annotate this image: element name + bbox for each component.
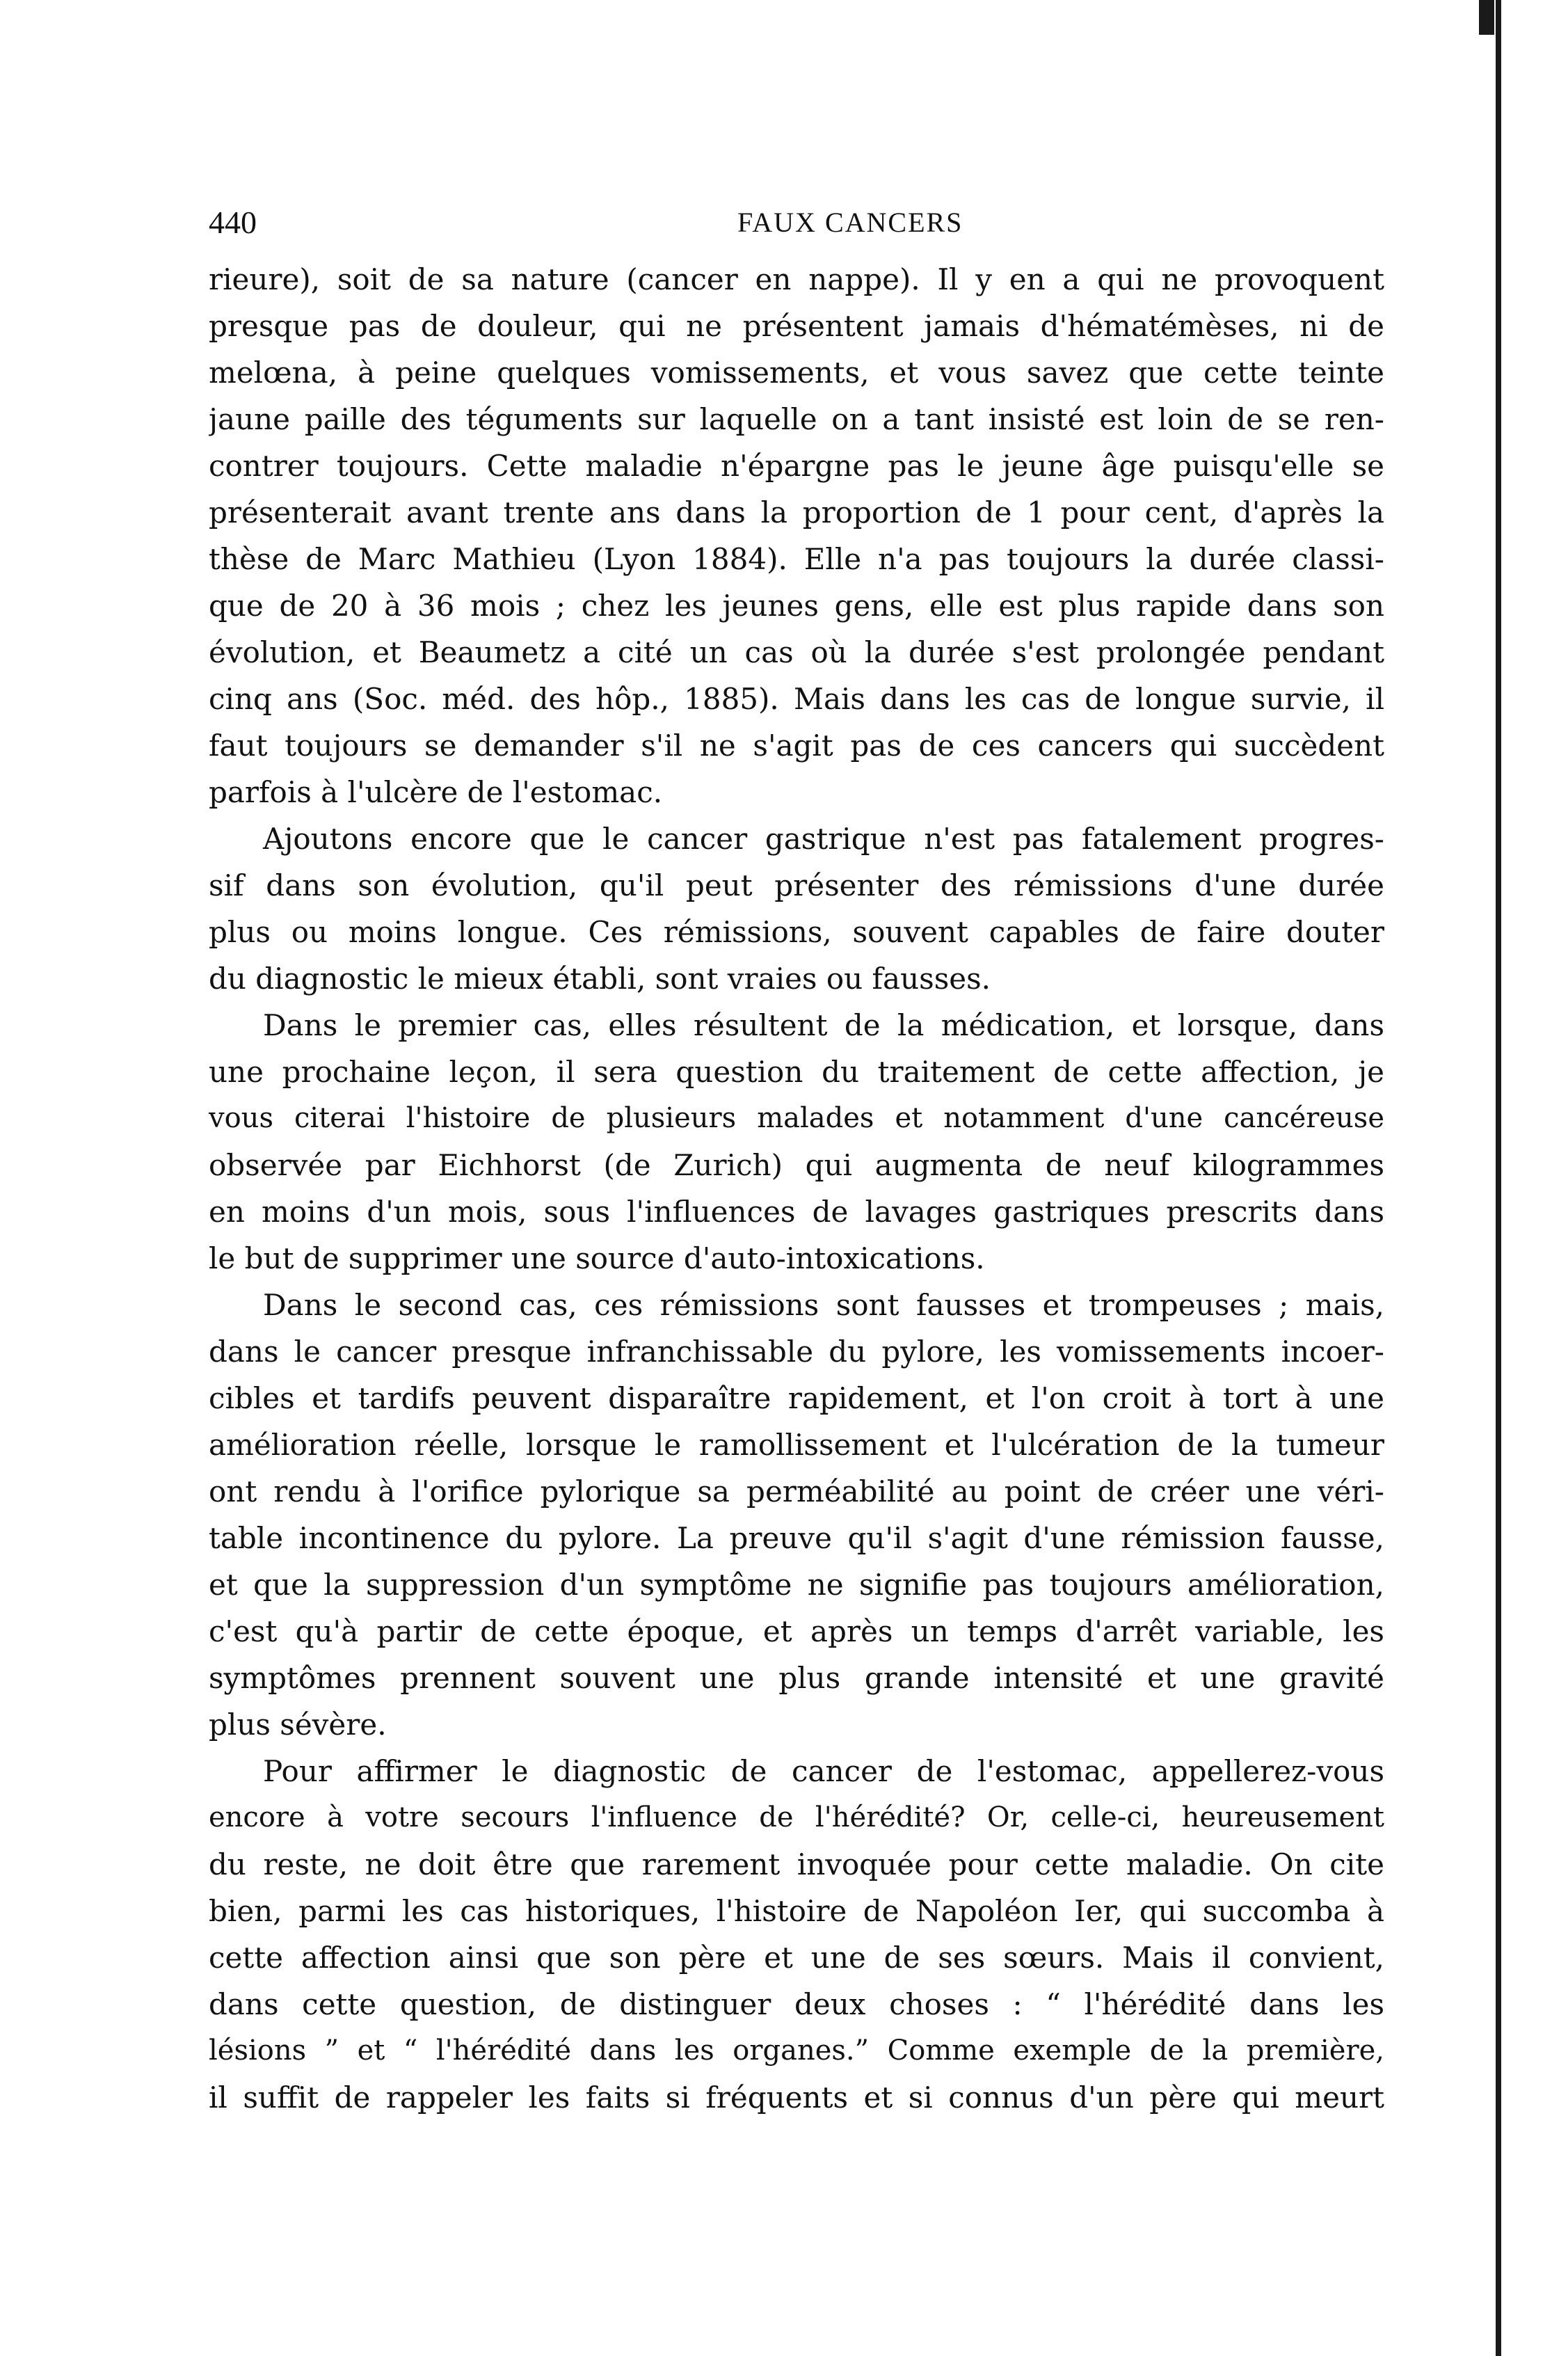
text-line: amélioration réelle, lorsque le ramollissement et l'ulcération de la tumeur: [209, 1428, 1384, 1462]
page-number: 440: [209, 205, 257, 240]
text-line: bien, parmi les cas historiques, l'histoire de Napoléon Ier, qui succomba à: [209, 1894, 1384, 1928]
text-line: sif dans son évolution, qu'il peut présenter des rémissions d'une durée: [209, 868, 1384, 902]
text-line: dans cette question, de distinguer deux choses : “ l'hérédité dans les: [209, 1987, 1384, 2021]
text-line: une prochaine leçon, il sera question du traitement de cette affection, je: [209, 1055, 1384, 1089]
page-edge-shadow: [1496, 0, 1501, 2356]
text-line: en moins d'un mois, sous l'influences de lavages gastriques prescrits dans: [209, 1195, 1384, 1229]
running-title: FAUX CANCERS: [737, 207, 963, 238]
text-line: évolution, et Beaumetz a cité un cas où la durée s'est prolongée pendant: [209, 635, 1384, 669]
text-line: et que la suppression d'un symptôme ne signifie pas toujours amélioration,: [209, 1568, 1384, 1602]
text-line: cette affection ainsi que son père et une de ses sœurs. Mais il convient,: [209, 1941, 1384, 1975]
text-line: Dans le second cas, ces rémissions sont fausses et trompeuses ; mais,: [263, 1288, 1384, 1322]
text-line: presque pas de douleur, qui ne présentent jamais d'hématémèses, ni de: [209, 309, 1384, 343]
text-line: il suffit de rappeler les faits si fréquents et si connus d'un père qui meurt: [209, 2080, 1384, 2115]
text-line: vous citerai l'histoire de plusieurs malades et notamment d'une cancéreuse: [209, 1102, 1384, 1134]
text-line: melœna, à peine quelques vomissements, et vous savez que cette teinte: [209, 356, 1384, 390]
text-line: c'est qu'à partir de cette époque, et après un temps d'arrêt variable, les: [209, 1614, 1384, 1648]
text-line: symptômes prennent souvent une plus grande intensité et une gravité: [209, 1661, 1384, 1695]
text-line: faut toujours se demander s'il ne s'agit pas de ces cancers qui succèdent: [209, 729, 1384, 763]
body-text: [209, 256, 1384, 2121]
text-line: lésions ” et “ l'hérédité dans les organes.” Comme exemple de la première,: [209, 2035, 1384, 2067]
text-line: contrer toujours. Cette maladie n'épargne pas le jeune âge puisqu'elle se: [209, 449, 1384, 483]
text-line: plus sévère.: [209, 1708, 387, 1742]
text-line: Pour affirmer le diagnostic de cancer de l'estomac, appellerez-vous: [263, 1754, 1384, 1788]
text-line: encore à votre secours l'influence de l'hérédité? Or, celle-ci, heureusement: [209, 1801, 1384, 1833]
text-line: que de 20 à 36 mois ; chez les jeunes gens, elle est plus rapide dans son: [209, 589, 1384, 623]
text-line: ont rendu à l'orifice pylorique sa perméabilité au point de créer une véri-: [209, 1474, 1384, 1509]
text-line: thèse de Marc Mathieu (Lyon 1884). Elle n'a pas toujours la durée classi-: [209, 542, 1384, 576]
text-line: le but de supprimer une source d'auto-intoxications.: [209, 1241, 985, 1275]
text-line: observée par Eichhorst (de Zurich) qui augmenta de neuf kilogrammes: [209, 1148, 1384, 1182]
text-line: Ajoutons encore que le cancer gastrique n'est pas fatalement progres-: [263, 822, 1384, 856]
text-line: dans le cancer presque infranchissable du pylore, les vomissements incoer-: [209, 1335, 1384, 1369]
text-line: du diagnostic le mieux établi, sont vraies ou fausses.: [209, 962, 991, 996]
text-line: table incontinence du pylore. La preuve qu'il s'agit d'une rémission fausse,: [209, 1521, 1384, 1555]
text-line: du reste, ne doit être que rarement invoquée pour cette maladie. On cite: [209, 1847, 1384, 1881]
page-edge-mark-top: [1479, 0, 1494, 35]
text-line: cibles et tardifs peuvent disparaître rapidement, et l'on croit à tort à une: [209, 1381, 1384, 1415]
text-line: rieure), soit de sa nature (cancer en nappe). Il y en a qui ne provoquent: [209, 262, 1384, 296]
text-line: jaune paille des téguments sur laquelle on a tant insisté est loin de se ren-: [209, 402, 1384, 436]
text-line: parfois à l'ulcère de l'estomac.: [209, 775, 663, 809]
text-line: présenterait avant trente ans dans la proportion de 1 pour cent, d'après la: [209, 495, 1384, 530]
running-head: [209, 202, 1391, 250]
text-line: plus ou moins longue. Ces rémissions, souvent capables de faire douter: [209, 915, 1384, 949]
text-line: Dans le premier cas, elles résultent de la médication, et lorsque, dans: [263, 1008, 1384, 1042]
text-line: cinq ans (Soc. méd. des hôp., 1885). Mais dans les cas de longue survie, il: [209, 682, 1384, 716]
